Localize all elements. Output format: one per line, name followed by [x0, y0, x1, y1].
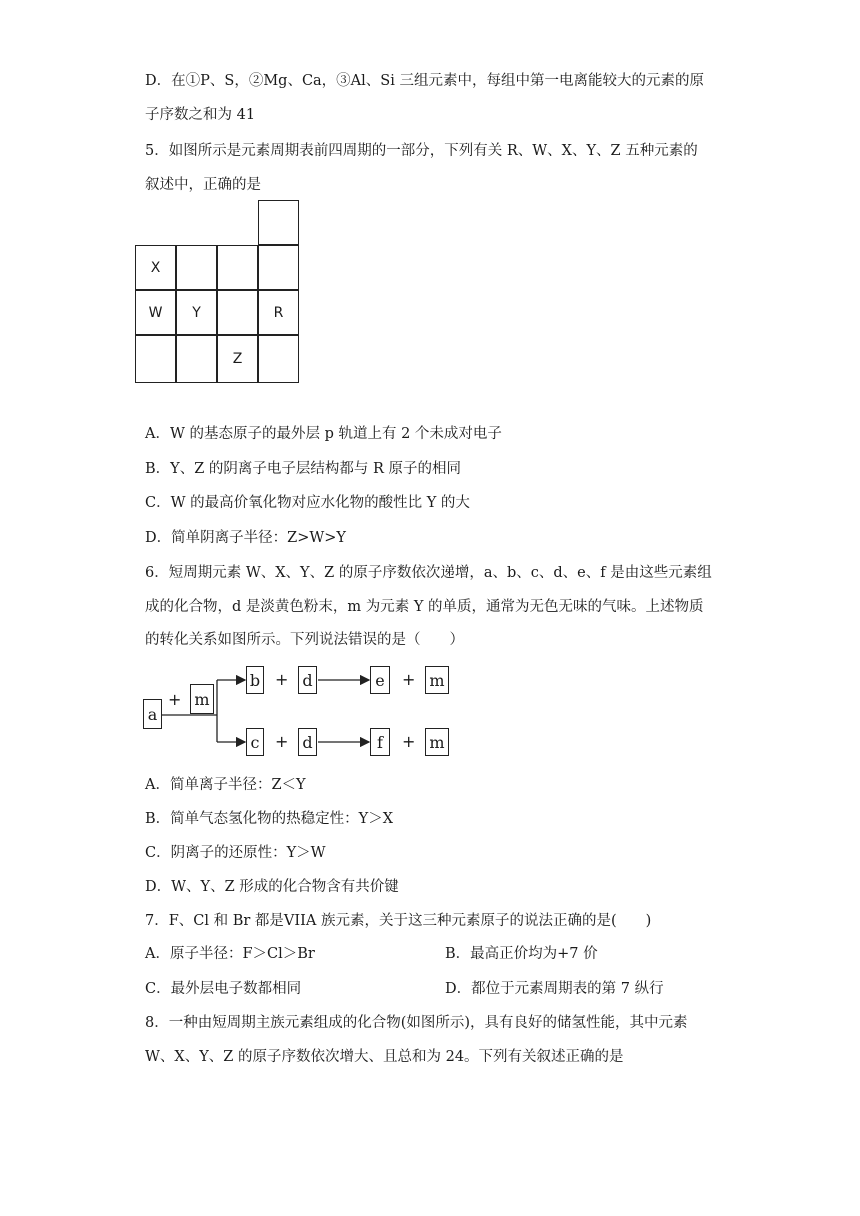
- q7-option-d: D．都位于元素周期表的第 7 纵行: [445, 981, 664, 997]
- table-cell-w: W: [135, 290, 176, 335]
- flow-box-d: d: [298, 728, 317, 756]
- table-cell-empty: [176, 335, 217, 383]
- q5-option-c: C．W 的最高价氧化物对应水化物的酸性比 Y 的大: [145, 495, 470, 511]
- table-cell-empty: [258, 200, 299, 245]
- q6-option-b: B．简单气态氢化物的热稳定性：Y＞X: [145, 811, 394, 827]
- flow-plus: +: [275, 670, 289, 689]
- flow-plus: +: [402, 670, 416, 689]
- flow-box-e: e: [370, 666, 390, 694]
- q5-option-b: B．Y、Z 的阴离子电子层结构都与 R 原子的相同: [145, 461, 462, 477]
- q4-option-d-line1: D．在①P、S，②Mg、Ca，③Al、Si 三组元素中，每组中第一电离能较大的元素的原: [145, 73, 704, 89]
- table-cell-r: R: [258, 290, 299, 335]
- q6-stem-line3: 的转化关系如图所示。下列说法错误的是（ ）: [145, 632, 464, 648]
- reaction-flow-diagram: [143, 662, 463, 762]
- flow-box-a: a: [143, 699, 162, 729]
- q7-option-b: B．最高正价均为+7 价: [445, 946, 598, 962]
- flow-box-m: m: [425, 728, 449, 756]
- q7-stem: 7．F、Cl 和 Br 都是VIIA 族元素，关于这三种元素原子的说法正确的是( ): [145, 913, 652, 929]
- q8-stem-line2: W、X、Y、Z 的原子序数依次增大、且总和为 24。下列有关叙述正确的是: [145, 1049, 624, 1065]
- q6-option-d: D．W、Y、Z 形成的化合物含有共价键: [145, 879, 399, 895]
- q5-stem-line2: 叙述中，正确的是: [145, 177, 261, 193]
- table-cell-z: Z: [217, 335, 258, 383]
- flow-box-m: m: [425, 666, 449, 694]
- q7-option-c: C．最外层电子数都相同: [145, 981, 302, 997]
- table-cell-empty: [135, 335, 176, 383]
- q5-stem-line1: 5．如图所示是元素周期表前四周期的一部分，下列有关 R、W、X、Y、Z 五种元素的: [145, 143, 698, 159]
- table-cell-empty: [217, 290, 258, 335]
- q7-option-a: A．原子半径：F＞Cl＞Br: [145, 946, 315, 962]
- table-cell-empty: [217, 245, 258, 290]
- table-cell-x: X: [135, 245, 176, 290]
- flow-box-d: d: [298, 666, 317, 694]
- flow-box-m: m: [190, 684, 214, 714]
- flow-box-c: c: [246, 728, 264, 756]
- table-cell-empty: [258, 245, 299, 290]
- q6-option-c: C．阴离子的还原性：Y＞W: [145, 845, 326, 861]
- q6-option-a: A．简单离子半径：Z＜Y: [145, 777, 306, 793]
- q5-option-a: A．W 的基态原子的最外层 p 轨道上有 2 个未成对电子: [145, 426, 502, 442]
- q4-option-d-line2: 子序数之和为 41: [145, 107, 256, 123]
- q6-stem-line1: 6．短周期元素 W、X、Y、Z 的原子序数依次递增，a、b、c、d、e、f 是由这些元素组: [145, 565, 712, 581]
- flow-box-f: f: [370, 728, 390, 756]
- table-cell-y: Y: [176, 290, 217, 335]
- q8-stem-line1: 8．一种由短周期主族元素组成的化合物(如图所示)，具有良好的储氢性能，其中元素: [145, 1015, 688, 1031]
- flow-plus: +: [275, 732, 289, 751]
- table-cell-empty: [258, 335, 299, 383]
- flow-plus: +: [168, 690, 182, 709]
- q6-stem-line2: 成的化合物，d 是淡黄色粉末，m 为元素 Y 的单质，通常为无色无味的气味。上述物质: [145, 599, 704, 615]
- q5-option-d: D．简单阴离子半径：Z>W>Y: [145, 530, 346, 546]
- table-cell-empty: [176, 245, 217, 290]
- flow-box-b: b: [246, 666, 264, 694]
- flow-plus: +: [402, 732, 416, 751]
